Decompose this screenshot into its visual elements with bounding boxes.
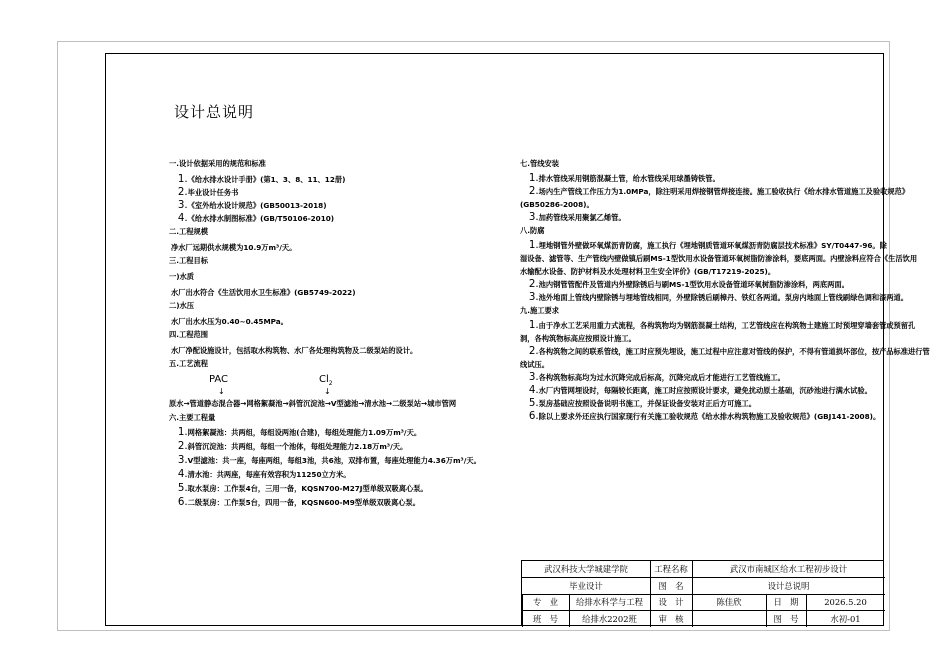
- chlorine-label: $Cl_2$: [319, 374, 333, 387]
- list-item: [520, 291, 909, 303]
- section-heading: 一.设计依据采用的规范和标准: [169, 159, 266, 168]
- list-item: [520, 384, 872, 396]
- section-heading: 六.主要工程量: [169, 413, 216, 422]
- item-text: 二级泵房：工作泵5台，四用一备，KQSN600-M9型单级双吸离心泵。: [187, 498, 420, 507]
- item-number: 1.: [177, 426, 188, 438]
- reviewer-value: [692, 610, 766, 627]
- item-number: 1.: [528, 172, 539, 184]
- item-text: 加药管线采用聚氯乙烯管。: [538, 213, 626, 222]
- list-item: [169, 455, 507, 466]
- item-number: 3.: [177, 199, 188, 211]
- item-number: 3.: [528, 291, 539, 303]
- drawing-name: 设计总说明: [767, 580, 810, 591]
- item-number: 1.: [528, 239, 539, 251]
- item-number: 1.: [528, 319, 539, 331]
- review-label: 审 核: [658, 613, 684, 624]
- list-item: [169, 483, 507, 494]
- chemical-dosing-row: [169, 374, 514, 398]
- item-number: 2.: [528, 345, 539, 357]
- item-number: 6.: [177, 496, 188, 508]
- left-notes-2: [169, 412, 514, 508]
- section-heading: 五.工艺流程: [169, 359, 208, 368]
- chlorine-arrow: ↓: [324, 387, 331, 396]
- section-heading: 一)水质: [169, 272, 195, 281]
- list-item: [520, 239, 887, 251]
- text-line: 水厂出水水压为0.40~0.45MPa。: [170, 317, 288, 326]
- section-heading: 三.工程目标: [169, 256, 208, 265]
- design-label: 设 计: [658, 597, 684, 607]
- item-text: 由于净水工艺采用重力式流程，各构筑物均为钢筋混凝土结构，工艺管线应在构筑物土建施工时预埋穿墙套管或预留孔: [538, 321, 916, 330]
- list-item: [520, 319, 916, 331]
- item-text: 清水池：共两座，每座有效容积为11250立方米。: [187, 470, 351, 479]
- list-item: [169, 469, 507, 480]
- project-name-label: 工程名称: [654, 564, 688, 574]
- item-number: 5.: [528, 397, 539, 409]
- designer-value: 陈佳欣: [716, 597, 742, 607]
- item-number: 2.: [177, 186, 188, 198]
- item-text: 池外地面上管线内壁除锈与埋地管线相同，外壁除锈后刷樟丹、铁红各两道。泵房内地面上管线刷绿色调和漆两道。: [538, 293, 909, 302]
- item-text: 《给水排水制图标准》(GB/T50106-2010): [187, 214, 335, 223]
- section-heading: 七.管线安装: [520, 159, 559, 168]
- list-item: [169, 441, 507, 452]
- date-value: 2026.5.20: [824, 597, 867, 607]
- major-label: 专 业: [532, 597, 559, 607]
- list-item: [169, 174, 507, 185]
- date-label: 日 期: [773, 597, 799, 607]
- text-line: 水厂出水符合《生活饮用水卫生标准》(GB5749-2022): [170, 288, 356, 297]
- item-text: 泵房基础应按照设备说明书施工，并保证设备安装对正后方可施工。: [538, 399, 756, 408]
- item-number: 3.: [177, 454, 188, 466]
- item-number: 2.: [177, 440, 188, 452]
- list-item: [520, 398, 863, 409]
- item-number: 4.: [528, 384, 539, 396]
- item-text: 各构筑物标高均为过水沉降完成后标高，沉降完成后才能进行工艺管线施工。: [538, 373, 785, 382]
- section-heading: 二)水压: [169, 301, 195, 310]
- design-type: 毕业设计: [569, 580, 603, 591]
- text-line: 水输配水设备、防护材料及水处理材料卫生安全评价》(GB/T17219-2025)。: [520, 267, 776, 276]
- item-number: 2.: [528, 185, 539, 197]
- section-heading: 四.工程范围: [169, 330, 208, 339]
- item-text: V型滤池：共一座，每座两组，每组3池，共6池，双排布置，每座处理能力4.36万m³/天。: [187, 456, 481, 465]
- list-item: [520, 185, 910, 197]
- list-item: [169, 187, 507, 198]
- item-number: 3.: [528, 211, 539, 223]
- list-item: [169, 427, 507, 438]
- class-value: 给排水2202班: [582, 613, 637, 624]
- list-item: [520, 279, 863, 290]
- item-text: 《室外给水设计规范》(GB50013-2018): [187, 201, 327, 210]
- item-text: 场内生产管线工作压力为1.0MPa，除注明采用焊接钢管焊接连接。施工验收执行《给水排水管道施工及验收规范》: [538, 187, 910, 196]
- list-item: [520, 410, 881, 422]
- item-number: 2.: [528, 278, 539, 290]
- item-text: 毕业设计任务书: [187, 188, 239, 197]
- school-name: 武汉科技大学城建学院: [544, 564, 628, 574]
- list-item: [520, 372, 863, 383]
- text-line: 净水厂远期供水规模为10.9万m³/天。: [170, 243, 297, 252]
- section-heading: 二.工程规模: [169, 227, 208, 236]
- text-line: 线试压。: [520, 360, 549, 369]
- item-text: 网格絮凝池：共两组，每组设两池(合建)，每组处理能力1.09万m³/天。: [187, 428, 422, 437]
- item-text: 排水管线采用钢筋混凝土管，给水管线采用球墨铸铁管。: [538, 174, 720, 183]
- item-number: 6.: [528, 410, 539, 422]
- drawing-no-label: 图 号: [773, 613, 799, 624]
- item-number: 4.: [177, 212, 188, 224]
- text-line: 洞，各构筑物标高应按照设计施工。: [520, 334, 636, 343]
- list-item: [169, 497, 507, 508]
- left-column: [169, 158, 514, 511]
- title-block: [521, 560, 884, 626]
- drawing-no-value: 水初-01: [830, 613, 861, 624]
- item-number: 5.: [177, 482, 188, 494]
- item-text: 各构筑物之间的联系管线，施工时应预先埋设，施工过程中应注意对管线的保护，不得有管道损坏部位，按产品标准进行管: [538, 347, 930, 356]
- drawing-name-label: 图 名: [658, 580, 684, 591]
- pac-arrow: ↓: [218, 387, 225, 396]
- list-item: [520, 345, 930, 357]
- list-item: [520, 212, 863, 223]
- list-item: [169, 213, 507, 224]
- text-line: (GB50286-2008)。: [520, 200, 594, 209]
- right-notes: [520, 158, 930, 422]
- item-text: 池内钢管管配件及管道内外壁除锈后与刷MS-1型饮用水设备管道环氧树脂防渗涂料，两底两面。: [538, 280, 849, 289]
- section-heading: 八.防腐: [520, 226, 545, 235]
- text-line: 水厂净配设施设计，包括取水构筑物、水厂各处理构筑物及二级泵站的设计。: [170, 346, 418, 355]
- item-number: 3.: [528, 371, 539, 383]
- item-text: 《给水排水设计手册》(第1、3、8、11、12册): [187, 175, 346, 184]
- list-item: [169, 200, 507, 211]
- item-text: 水厂内管网埋设时，每隔较长距离，施工时应按照设计要求，避免扰动原土基础，沉砂池进行满水试验。: [538, 386, 872, 395]
- item-text: 斜管沉淀池：共两组，每组一个池体，每组处理能力2.18万m³/天。: [187, 442, 408, 451]
- class-label: 班 号: [532, 613, 559, 624]
- left-notes: [169, 158, 514, 369]
- item-text: 取水泵房：工作泵4台，三用一备，KQSN700-M27J型单级双吸离心泵。: [187, 484, 428, 493]
- process-flow-line: 原水→管道静态混合器→网格絮凝池→斜管沉淀池→V型滤池→清水池→二级泵站→城市管网: [169, 399, 457, 408]
- pac-label: PAC: [209, 374, 229, 385]
- page-title: 设计总说明: [174, 103, 255, 121]
- major-value: 给排水科学与工程: [576, 597, 643, 607]
- item-text: 埋地钢管外壁做环氧煤沥青防腐，施工执行《埋地钢质管道环氧煤沥青防腐层技术标准》SY/T0447-96。除: [538, 241, 887, 250]
- section-heading: 九.施工要求: [520, 306, 559, 315]
- item-number: 1.: [177, 173, 188, 185]
- text-line: 湿设备、滤管等、生产管线内壁做镇后刷MS-1型饮用水设备管道环氧树脂防渗涂料，要底两面。内壁涂料应符合《生活饮用: [520, 254, 918, 263]
- item-number: 4.: [177, 468, 188, 480]
- item-text: 除以上要求外还应执行国家现行有关施工验收规范《给水排水构筑物施工及验收规范》(GBJ141-2008)。: [538, 412, 881, 421]
- project-name: 武汉市南城区给水工程初步设计: [729, 564, 848, 574]
- list-item: [520, 173, 863, 184]
- right-column: [520, 158, 930, 424]
